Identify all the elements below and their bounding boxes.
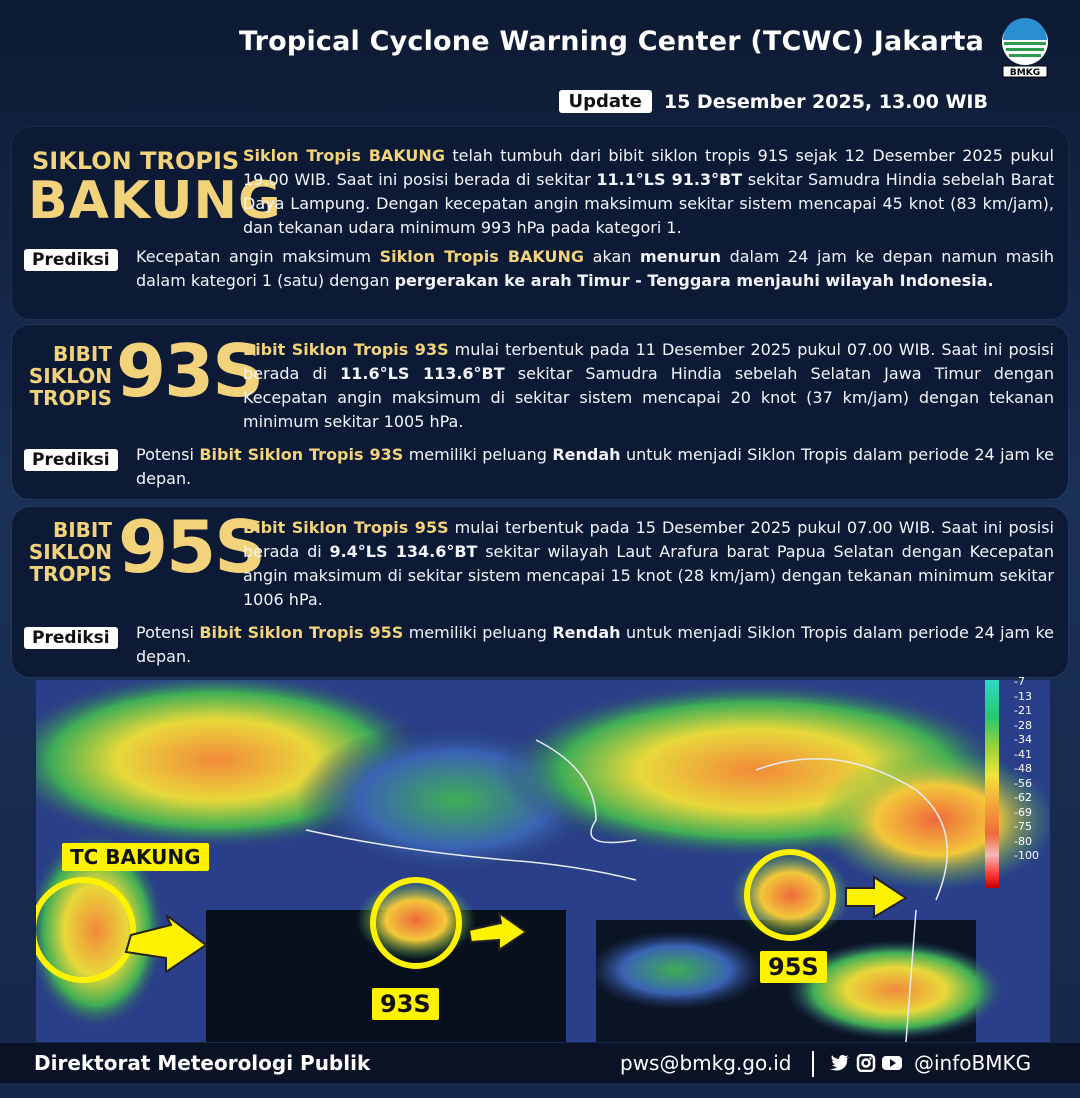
text-segment: menurun — [640, 247, 721, 266]
scale-label: -34 — [1014, 733, 1032, 746]
page-title: Tropical Cyclone Warning Center (TCWC) Jakarta — [239, 26, 984, 57]
footer-handle[interactable]: @infoBMKG — [914, 1051, 1032, 1075]
prediksi-badge: Prediksi — [24, 249, 118, 271]
text-segment: 11.6°LS 113.6°BT — [340, 364, 505, 383]
text-segment: sekitar Samudra Hindia sebelah Barat Daya Lampung. Dengan kecepatan angin maksimum sekitar sistem mencapai 45 knot (83 km/jam), dan tekanan udara minimum 993 hPa pada kategori 1. — [243, 170, 1055, 237]
instagram-icon[interactable] — [856, 1054, 876, 1072]
social-icons — [830, 1054, 902, 1072]
scale-label: -62 — [1014, 791, 1032, 804]
scale-label: -100 — [1014, 849, 1039, 862]
text-segment: Kecepatan angin maksimum — [136, 247, 380, 266]
scale-label: -80 — [1014, 834, 1032, 848]
text-segment: 11.1°LS 91.3°BT — [596, 170, 743, 189]
twitter-icon[interactable] — [830, 1054, 850, 1072]
text-segment: sekitar wilayah Laut Arafura barat Papua Selatan dengan Kecepatan angin maksimum di sekitar sistem mencapai 15 knot (28 km/jam) dengan tekanan minimum sekitar 1006 hPa. — [243, 542, 1055, 609]
text-segment: Potensi — [136, 445, 200, 464]
update-badge: Update — [559, 90, 652, 113]
card-description — [243, 516, 1054, 612]
card-code: 95S — [118, 505, 265, 589]
update-row — [559, 90, 988, 113]
stack-line: BIBIT — [52, 342, 112, 366]
stack-line: BIBIT — [52, 518, 112, 542]
card-description — [243, 144, 1054, 240]
text-segment: untuk menjadi Siklon Tropis dalam periode 24 jam ke depan. — [136, 623, 1054, 666]
text-segment: mulai terbentuk pada 15 Desember 2025 pukul 07.00 WIB. Saat ini posisi berada di — [243, 518, 1055, 561]
youtube-icon[interactable] — [882, 1054, 902, 1072]
text-segment: dalam 24 jam ke depan namun masih dalam kategori 1 (satu) dengan — [136, 247, 1055, 290]
stack-line: TROPIS — [29, 562, 112, 586]
text-segment: telah tumbuh dari bibit siklon tropis 91S sejak 12 Desember 2025 pukul 19.00 WIB. Saat ini posisi berada di sekitar — [243, 146, 1054, 189]
footer — [0, 1043, 1080, 1083]
text-segment: Bibit Siklon Tropis 93S — [199, 445, 404, 464]
label-tc-bakung: TC BAKUNG — [62, 843, 209, 871]
prediksi-text — [136, 621, 1054, 669]
text-segment: akan — [584, 247, 640, 266]
prediksi-badge: Prediksi — [24, 627, 118, 649]
text-segment: pergerakan ke arah Timur - Tenggara menjauhi wilayah Indonesia. — [394, 271, 994, 290]
scale-label: -7 — [1014, 675, 1025, 688]
text-segment: Siklon Tropis BAKUNG — [243, 146, 445, 165]
text-segment: memiliki peluang — [403, 445, 553, 464]
prediksi-text — [136, 443, 1054, 491]
scale-label: -21 — [1014, 704, 1032, 717]
text-segment: Siklon Tropis BAKUNG — [379, 247, 585, 266]
card-stack-title — [28, 343, 112, 409]
card-title-big: BAKUNG — [28, 171, 282, 231]
card-code: 93S — [116, 329, 263, 413]
text-segment: Rendah — [552, 445, 621, 464]
label-95s: 95S — [760, 951, 827, 983]
card-title-small: SIKLON TROPIS — [32, 147, 240, 175]
text-segment: Bibit Siklon Tropis 95S — [243, 518, 449, 537]
scale-label: -75 — [1014, 820, 1032, 833]
text-segment: 9.4°LS 134.6°BT — [329, 542, 478, 561]
text-segment: untuk menjadi Siklon Tropis dalam periode 24 jam ke depan. — [136, 445, 1054, 488]
stack-line: TROPIS — [29, 386, 112, 410]
stack-line: SIKLON — [28, 364, 112, 388]
scale-labels — [1014, 675, 1054, 864]
scale-label: -56 — [1014, 776, 1032, 790]
bmkg-logo — [998, 18, 1052, 78]
svg-text:BMKG: BMKG — [1009, 68, 1041, 78]
temperature-scale — [985, 680, 999, 888]
text-segment: Bibit Siklon Tropis 93S — [243, 340, 449, 359]
update-date: 15 Desember 2025, 13.00 WIB — [663, 90, 988, 113]
text-segment: sekitar Samudra Hindia sebelah Selatan Jawa Timur dengan Kecepatan angin maksimum di sekitar sistem mencapai 20 knot (37 km/jam) dengan tekanan minimum sekitar 1005 hPa. — [243, 364, 1054, 431]
scale-label: -13 — [1014, 689, 1032, 703]
text-segment: Bibit Siklon Tropis 95S — [199, 623, 404, 642]
prediksi-badge: Prediksi — [24, 449, 118, 471]
scale-label: -28 — [1014, 718, 1032, 732]
card-description — [243, 338, 1054, 434]
text-segment: memiliki peluang — [403, 623, 553, 642]
prediksi-text — [136, 245, 1054, 293]
footer-email[interactable]: pws@bmkg.go.id — [620, 1051, 792, 1075]
text-segment: Potensi — [136, 623, 200, 642]
card-bibit-95s — [12, 507, 1068, 677]
footer-divider — [812, 1051, 814, 1077]
label-93s: 93S — [372, 988, 439, 1020]
scale-label: -69 — [1014, 805, 1032, 819]
stack-line: SIKLON — [28, 540, 112, 564]
card-bibit-93s — [12, 325, 1068, 499]
card-stack-title — [28, 519, 112, 585]
scale-label: -41 — [1014, 747, 1032, 761]
card-siklon-bakung — [12, 127, 1068, 319]
footer-org: Direktorat Meteorologi Publik — [34, 1051, 371, 1075]
scale-label: -48 — [1014, 762, 1032, 775]
text-segment: Rendah — [552, 623, 621, 642]
text-segment: mulai terbentuk pada 11 Desember 2025 pukul 07.00 WIB. Saat ini posisi berada di — [243, 340, 1055, 383]
